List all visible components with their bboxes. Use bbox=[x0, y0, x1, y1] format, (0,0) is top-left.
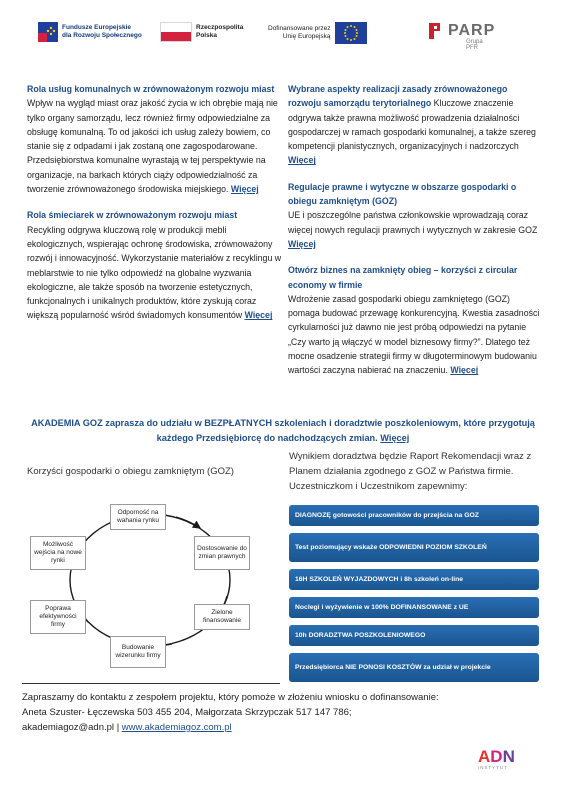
adn-subtitle: INSTYTUT bbox=[478, 765, 508, 770]
rp-logo bbox=[160, 22, 243, 42]
parp-name: PARP bbox=[448, 22, 496, 39]
article-circular-economy bbox=[288, 263, 543, 377]
more-link[interactable]: Więcej bbox=[288, 238, 316, 249]
offer-item: 16H SZKOLEŃ WYJAZDOWYCH i 8h szkoleń on-line bbox=[289, 569, 539, 590]
more-link[interactable]: Więcej bbox=[288, 155, 316, 166]
adn-logo bbox=[478, 748, 522, 778]
article-body: Kluczowe znaczenie odgrywa także prawna możliwość prowadzenia działalności gospodarczej w ramach gospodarki komunalnej, a także szereg kompetencji planistycznych, organizacyjnych i nadzorczych bbox=[288, 98, 536, 152]
offer-item: DIAGNOZĘ gotowości pracowników do przejścia na GOZ bbox=[289, 505, 539, 526]
article-body: Recykling odgrywa kluczową rolę w produkcji mebli ekologicznych, wspierając ochronę środowiska, zrównoważony rozwój i innowacyjność. Wykorzystanie materiałów z recyklingu w meblarstwie to nie tylko odpowiedź na globalne wyzwania ekologiczne, ale także sposób na tworzenie estetycznych, funkcjonalnych i unikalnych produktów, które zyskują coraz większą popularność wśród świadomych konsumentów bbox=[27, 224, 282, 321]
rp-line-2: Polska bbox=[196, 32, 217, 39]
raport-text: Wynikiem doradztwa będzie Raport Rekomendacji wraz z Planem działania zgodnego z GOZ w Państwa firmie. Uczestniczkom i Uczestnikom zapewnimy: bbox=[289, 451, 532, 492]
article-heading: Regulacje prawne i wytyczne w obszarze gospodarki o obiegu zamkniętym (GOZ) bbox=[288, 181, 517, 207]
eu-flag-icon bbox=[335, 22, 367, 44]
cycle-node: Zielone finansowanie bbox=[194, 604, 250, 630]
parp-subtitle: Grupa PFR bbox=[466, 39, 483, 51]
contact-intro: Zapraszamy do kontaktu z zespołem projektu, który pomoże w złożeniu wniosku o dofinansowanie: bbox=[22, 692, 439, 703]
contact-separator: | bbox=[116, 722, 120, 733]
article-regulations bbox=[288, 180, 543, 251]
logo-bar bbox=[0, 0, 565, 70]
article-body: Wpływ na wygląd miast oraz jakość życia w ich obrębie mają nie tylko organy samorządu, lecz również firmy odpowiedzialne za obsługę komunalną. To od jakości ich usług zależy bowiem, co stanie się z odpadami i jak zostaną one zagospodarowane. Przedsiębiorstwa komunalne wyrastają w tej perspektywie na organizacje, na barkach których ciąży odpowiedzialność za tworzenie zrównoważonego środowiska miejskiego. bbox=[27, 98, 278, 195]
rp-line-1: Rzeczpospolita bbox=[196, 24, 244, 31]
offer-list bbox=[289, 505, 539, 689]
more-link[interactable]: Więcej bbox=[244, 310, 273, 321]
ue-line-1: Dofinansowane przez bbox=[268, 25, 331, 32]
academy-more-link[interactable]: Więcej bbox=[380, 433, 410, 443]
article-sustainable-development bbox=[288, 82, 543, 168]
article-heading: Rola śmieciarek w zrównoważonym rozwoju miast bbox=[27, 210, 238, 221]
fe-mark-icon bbox=[38, 22, 58, 42]
benefits-cycle-diagram bbox=[30, 492, 270, 672]
article-body: Wdrożenie zasad gospodarki obiegu zamkniętego (GOZ) pomaga budować przewagę konkurencyjną. Kwestia zasadności cyrkularności już dawno nie jest próbą odpowiedzi na pytanie „Czy warto ją włączyć w model biznesowy firmy?”. Dlatego też mocne osadzenie strategii firmy w długoterminowym budowaniu wartości zaczyna nabierać na znaczeniu. bbox=[288, 293, 540, 376]
contact-email-link[interactable]: akademiagoz@adn.pl bbox=[22, 722, 115, 733]
cycle-node: Budowanie wizerunku firmy bbox=[110, 636, 166, 668]
contact-people: Aneta Szuster- Łęczewska 503 455 204, Małgorzata Skrzypczak 517 147 786; bbox=[22, 707, 352, 718]
cycle-node: Możliwość wejścia na nowe rynki bbox=[30, 536, 86, 570]
academy-banner bbox=[22, 416, 544, 446]
academy-text: AKADEMIA GOZ zaprasza do udziału w BEZPŁATNYCH szkoleniach i doradztwie poszkoleniowym, które przygotują każdego Przedsiębiorcę do nadchodzących zmian. bbox=[31, 418, 535, 443]
contact-website-link[interactable]: www.akademiagoz.com.pl bbox=[121, 722, 232, 733]
contact-block bbox=[22, 690, 542, 735]
article-heading: Wybrane aspekty realizacji zasady zrównoważonego rozwoju samorządu terytorialnego bbox=[288, 84, 508, 109]
adn-word: ADN bbox=[478, 747, 515, 766]
more-link[interactable]: Więcej bbox=[230, 184, 259, 195]
more-link[interactable]: Więcej bbox=[450, 365, 479, 376]
right-column bbox=[288, 82, 543, 390]
parp-logo bbox=[428, 22, 496, 51]
poland-flag-icon bbox=[160, 22, 192, 42]
cycle-node: Poprawa efektywności firmy bbox=[30, 600, 86, 634]
offer-item: Przedsiębiorca NIE PONOSI KOSZTÓW za udział w projekcie bbox=[289, 653, 539, 682]
article-municipal-services bbox=[27, 82, 282, 196]
footer-divider bbox=[22, 683, 280, 684]
article-garbage-trucks bbox=[27, 208, 282, 322]
ue-line-2: Unię Europejską bbox=[282, 33, 331, 40]
fe-line-1: Fundusze Europejskie bbox=[62, 24, 131, 31]
article-heading: Otwórz biznes na zamknięty obieg – korzyści z circular economy w firmie bbox=[288, 265, 518, 290]
left-column bbox=[27, 82, 282, 335]
offer-item: Noclegi i wyżywienie w 100% DOFINANSOWANE z UE bbox=[289, 597, 539, 618]
fe-line-2: dla Rozwoju Społecznego bbox=[62, 32, 142, 39]
parp-mark-icon bbox=[428, 22, 442, 40]
cycle-node: Odporność na wahania rynku bbox=[110, 504, 166, 530]
cycle-node: Dostosowanie do zmian prawnych bbox=[194, 536, 250, 570]
fe-logo bbox=[38, 22, 142, 42]
ue-logo bbox=[268, 22, 367, 44]
offer-item: Test poziomujący wskaże ODPOWIEDNI POZIOM SZKOLEŃ bbox=[289, 533, 539, 562]
article-body: UE i poszczególne państwa członkowskie wprowadzają coraz więcej nowych regulacji prawnych i wytycznych w zakresie GOZ bbox=[288, 210, 538, 235]
article-heading: Rola usług komunalnych w zrównoważonym rozwoju miast bbox=[27, 84, 275, 94]
benefits-title: Korzyści gospodarki o obiegu zamkniętym (GOZ) bbox=[27, 466, 234, 477]
offer-item: 10h DORADZTWA POSZKOLENIOWEGO bbox=[289, 625, 539, 646]
